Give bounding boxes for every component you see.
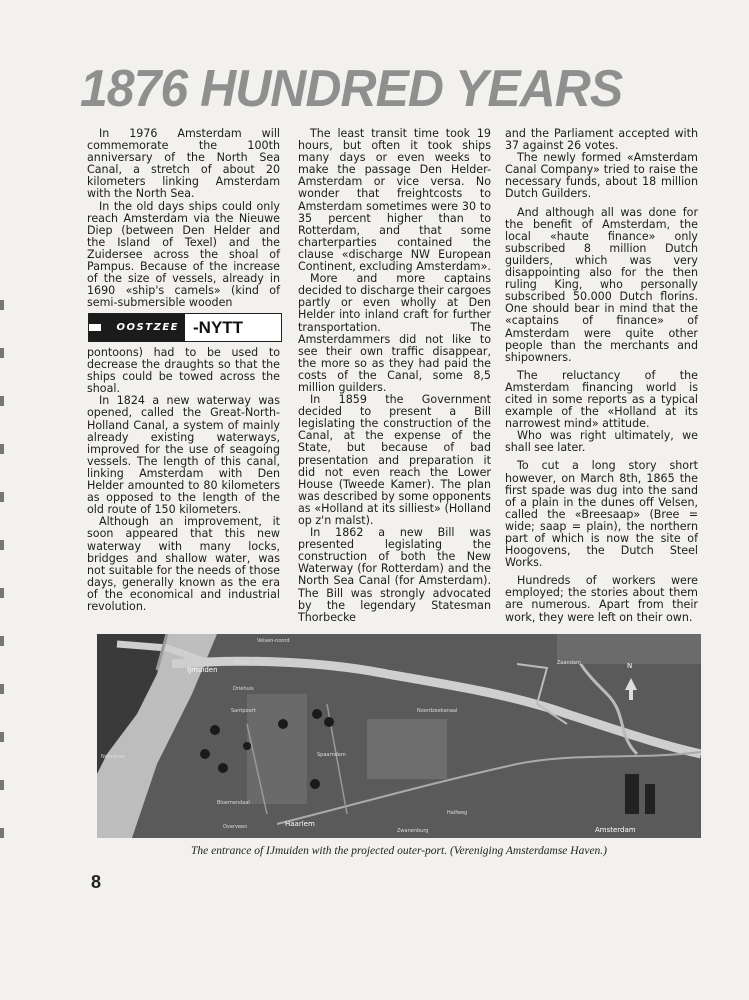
map-label-santpoort: Santpoort [231,708,256,714]
map-label-noordzee: Noordzee [101,754,125,760]
page-number: 8 [91,872,102,892]
map-label-bloemendaal: Bloemendaal [217,800,250,806]
paragraph: The reluctancy of the Amsterdam financing world is cited in some reports as a typical example of the «Holland at its narrowest mind» attitude. [505,368,698,431]
paragraph: More and more captains decided to discharge their cargoes partly or even wholly at Den Helder into inland craft for further transportation. The Amsterdammers did not like to see their own traffic disappear, the more so as they had paid the costs of the Canal, some 8,5 million guilders. [298,272,491,394]
map-label-amsterdam: Amsterdam [595,826,636,834]
column-1-top [87,128,280,309]
map-label-driehuis: Driehuis [233,686,254,692]
paragraph: In 1859 the Government decided to present a Bill legislating the construction of the Canal, at the expense of the State, but because of bad presentation and preparation it did not even reach the Lower House (Tweede Kamer). The plan was described by some opponents as «Holland at its silliest» (Holland op z'n malst). [298,393,491,527]
map-label-north: N [627,662,633,670]
map-graphic [97,634,701,838]
paragraph: pontoons) had to be used to decrease the draughts so that the ships could be towed across the shoal. [87,346,280,396]
binding-marks [0,300,6,860]
map-label-halfweg: Halfweg [447,810,468,816]
banner-nytt-label: -NYTT [193,318,244,337]
banner-oostzee-label: OOSTZEE [89,314,185,341]
map-label-velsen-noord: Velsen-noord [257,638,290,644]
paragraph: and the Parliament accepted with 37 against 26 votes. [505,127,698,153]
banner-notch [89,324,101,331]
column-2 [298,128,491,624]
paragraph: Although an improvement, it soon appeared that this new waterway with many locks, bridges and shallow water, was not suitable for the needs of those days, generally known as the era of the economical and industrial revolution. [87,515,280,613]
paragraph: In 1862 a new Bill was presented legislating the construction of both the New Waterway (for Rotterdam) and the North Sea Canal (for Amsterdam). The Bill was strongly advocated by the legendary Statesman Thorbecke [298,526,491,624]
paragraph: In the old days ships could only reach Amsterdam via the Nieuwe Diep (between Den Helder and the Island of Texel) and the Zuidersee across the shoal of Pampus. Because of the increase of the size of vessels, already in 1690 «ship's camels» (kind of semi-submersible wooden [87,199,280,310]
map-label-overveen: Overveen [223,824,248,830]
column-3 [505,128,698,624]
map-label-velsen: Velsen [233,660,250,666]
map-label-noordzeekanaal: Noordzeekanaal [417,708,458,714]
map-label-zaandam: Zaandam [557,660,581,666]
paragraph: In 1976 Amsterdam will commemorate the 100th anniversary of the North Sea Canal, a stretch of about 20 kilometers linking Amsterdam with the North Sea. [87,127,280,201]
map-label-ijmuiden: IJmuiden [187,666,218,674]
map-label-haarlem: Haarlem [285,820,315,828]
paragraph: In 1824 a new waterway was opened, called the Great-North-Holland Canal, a system of mainly already existing waterways, improved for the use of seagoing vessels. The length of this canal, linking Amsterdam with Den Helder amounted to 80 kilometers as opposed to the length of the old route of 150 kilometers. [87,394,280,517]
paragraph: Hundreds of workers were employed; the stories about them are numerous. Apart from their work, they were left on their own. [505,574,698,624]
paragraph: Who was right ultimately, we shall see later. [505,429,698,455]
map-caption: The entrance of IJmuiden with the projected outer-port. (Vereniging Amsterdamse Haven.) [190,845,608,857]
paragraph: To cut a long story short however, on March 8th, 1865 the first spade was dug into the sand of a plain in the dunes off Velsen, called the «Breesaap» (Bree = wide; saap = plain), the northern part of which is now the site of Hoogovens, the Dutch Steel Works. [505,459,698,570]
map-label-zwanenburg: Zwanenburg [397,828,429,834]
map-label-spaarndam: Spaarndam [317,752,346,758]
map-ijmuiden [97,634,701,838]
paragraph: And although all was done for the benefit of Amsterdam, the local «haute finance» only subscribed 8 million Dutch guilders, which was very disappointing also for the then ruling King, who personally subscribed 50.000 Dutch florins. One should bear in mind that the «captains of finance» of Amsterdam were quite other people than the merchants and shipowners. [505,205,698,364]
paragraph: The least transit time took 19 hours, but often it took ships many days or even weeks to make the passage Den Helder-Amsterdam or vice versa. No wonder that freightcosts to Amsterdam sometimes were 30 to 35 percent higher than to Rotterdam, and that some charterparties contained the clause «discharge NW European Continent, excluding Amsterdam». [298,127,491,274]
oostzee-nytt-banner [88,313,282,342]
map-polder [367,719,447,779]
headline: 1876 HUNDRED YEARS [80,60,623,118]
map-forest-area [247,694,307,804]
paragraph: The newly formed «Amsterdam Canal Company» tried to raise the necessary funds, about 18 million Dutch Guilders. [505,151,698,201]
column-1-bottom [87,347,280,613]
